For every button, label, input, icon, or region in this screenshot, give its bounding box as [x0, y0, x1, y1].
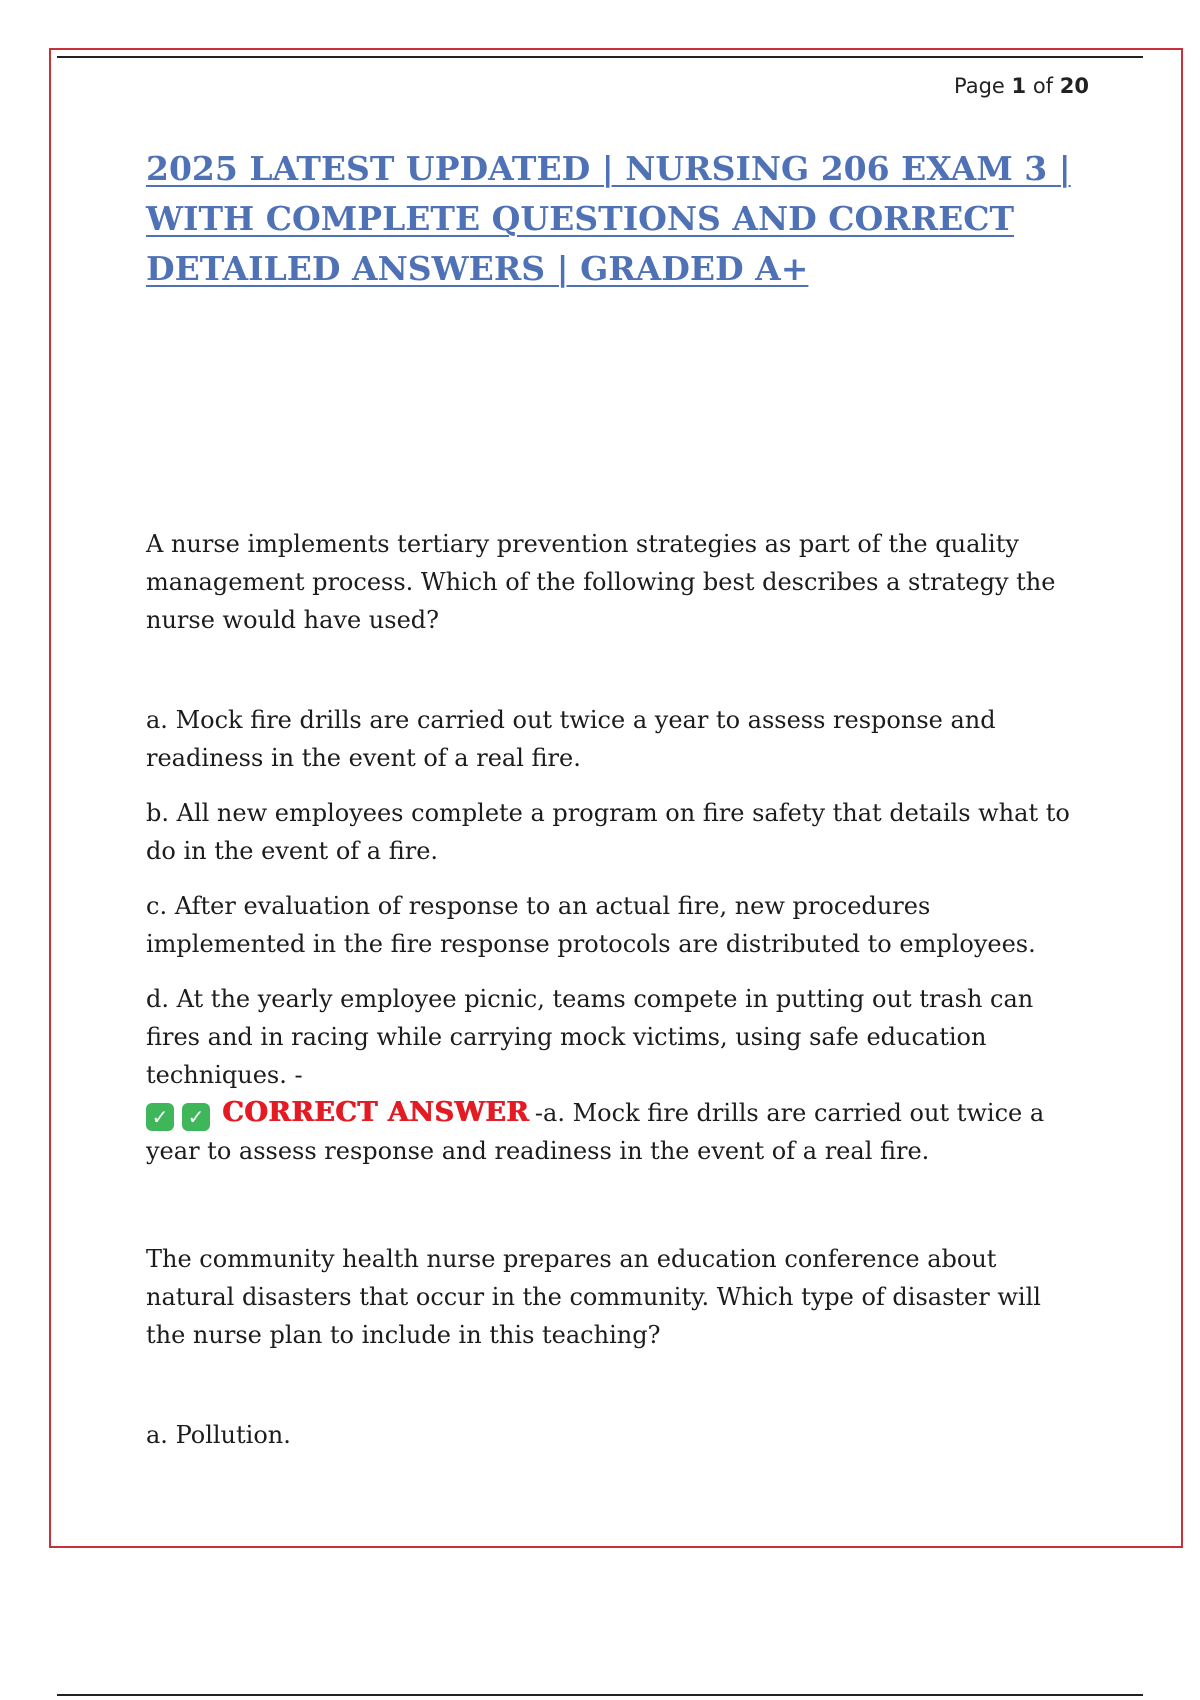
- page-label: Page: [953, 74, 1005, 98]
- correct-answer-label: CORRECT ANSWER: [222, 1097, 529, 1128]
- check-icon: ✓: [182, 1103, 210, 1131]
- page-total: 20: [1059, 74, 1089, 98]
- page-of: of: [1032, 74, 1054, 98]
- check-icon: ✓: [146, 1103, 174, 1131]
- question-1-option-a: a. Mock fire drills are carried out twice a year to assess response and readiness in the event of a real fire.: [146, 706, 996, 772]
- question-1-option-d-and-answer: [146, 980, 1086, 1170]
- question-1-text: A nurse implements tertiary prevention strategies as part of the quality management process. Which of the following best describes a strategy the nurse would have used?: [146, 530, 1056, 634]
- page-number: [954, 74, 1089, 98]
- question-1-option-c: c. After evaluation of response to an actual fire, new procedures implemented in the fire response protocols are distributed to employees.: [146, 892, 1036, 958]
- footer-rule: [57, 1694, 1143, 1696]
- question-1-option-d: d. At the yearly employee picnic, teams compete in putting out trash can fires and in racing while carrying mock victims, using safe education techniques. -: [146, 985, 1034, 1089]
- document-body: [146, 525, 1086, 1471]
- page-current: 1: [1011, 74, 1027, 98]
- question-2-text: The community health nurse prepares an education conference about natural disasters that occur in the community. Which type of disaster will the nurse plan to include in this teaching?: [146, 1245, 1041, 1349]
- document-title[interactable]: 2025 LATEST UPDATED | NURSING 206 EXAM 3 | WITH COMPLETE QUESTIONS AND CORRECT DETAILED ANSWERS | GRADED A+: [146, 149, 1071, 288]
- correct-answer-text: -a. Mock fire drills are carried out twice a year to assess response and readiness in the event of a real fire.: [146, 1099, 1045, 1165]
- question-2-option-a: a. Pollution.: [146, 1421, 291, 1449]
- question-1-option-b: b. All new employees complete a program on fire safety that details what to do in the event of a fire.: [146, 799, 1070, 865]
